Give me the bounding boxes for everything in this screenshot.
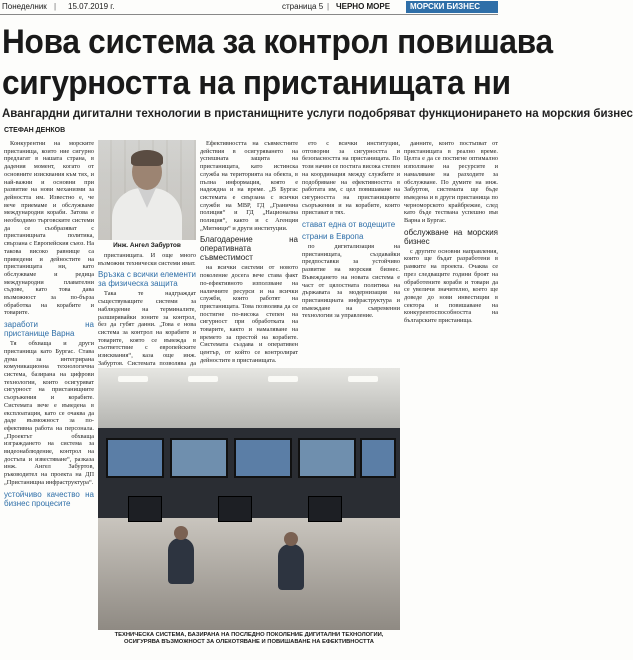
paragraph: Ефективността на съвместните действия в осигуряването на успешната защита на пристанищата, като истинска служба на територията на обекта, в пълна информация, която е надеждна и на време. „В Бургас системата е свързана с всички служби на МВР, ГД „Гранична полиция“ и ГД „Национална полиция“, както и с Агенция „Митници“ и други институции. — [200, 140, 298, 232]
separator: | — [54, 2, 57, 11]
paragraph: Конкурентни на морските пристанища, които ние сигурно предлагат в нашата страна, в дадения момент, когато от основните изисквания към тях, и най-важни и основни при развитие на нови механизми за дейността им. Известно е, че вече приемаме и обслужваме международни кораби. Затова е необходимо търговските системи да се съобразяват с пристанищната политика, свързана с Европейския съюз. На такова високо равнище са приведени и дейностите на пристанищата ни, като обслужваме и редица международни плавателни съдове, като това дава възможност за по-бърза обработка на корабите и товарите. — [4, 140, 94, 317]
paragraph: с другите основни направления, които ще бъдат разработени в рамките на проекта. Очаква се през следващите години броят на обработените кораби и товари да се увеличи значително, което ще доведе до нови инвестиции в сектора и повишаване на конкурентоспособността на българските пристанища. — [404, 247, 498, 325]
subheading: Благодарение на оперативната съвместимост — [200, 235, 298, 263]
newspaper-name: ЧЕРНО МОРЕ — [336, 2, 391, 11]
article-column-1 — [4, 140, 94, 656]
paragraph: Така те надграждат съществуващите системи за наблюдение на терминалите, разширявайки зоните за контрол, без да губят данни. „Това е нова система за контрол на корабите и товарите, която се въвежда в съответствие с европейските изисквания“, каза още инж. Забуртов. Системата позволява да — [98, 290, 196, 367]
subheading: стават една от водещите — [302, 220, 396, 230]
paragraph: на всички системи от новото поколение досега вече става факт по-ефективното използване на наличните ресурси и на всички служби, които работят на пристанищата. Това позволява да се постигне по-висока степен на сигурност при обработката на товарите, както и намаляване на времето за престой на корабите. Системата създава и оперативен център, от който се контролират дейностите в пристанищата. — [200, 264, 298, 364]
issue-day: Понеделник — [2, 2, 47, 11]
section-rubric: МОРСКИ БИЗНЕС — [406, 1, 498, 13]
headline-line-1: Нова система за контрол повишава — [2, 23, 553, 61]
page-header — [0, 0, 498, 15]
article-byline: СТЕФАН ДЕНКОВ — [4, 127, 66, 134]
paragraph: по дигитализация на пристанищата, създавайки предпоставки за устойчиво развитие на морския бизнес. Въвеждането на новата система е част от цялостната политика на държавата за модернизация на пристанищната инфраструктура и въвеждане на съвременни технологии за управление. — [302, 243, 400, 320]
article-column-5 — [404, 140, 498, 656]
headline-line-2: сигурността на пристанищата ни — [2, 64, 511, 102]
paragraph: пристанищата. И още много възможни технически системи имат. — [98, 252, 196, 267]
separator: | — [327, 2, 330, 11]
control-room-caption: ТЕХНИЧЕСКА СИСТЕМА, БАЗИРАНА НА ПОСЛЕДНО ПОКОЛЕНИЕ ДИГИТАЛНИ ТЕХНОЛОГИИ, ОСИГУРЯВА ВЪЗМОЖНОСТ ЗА ОЛЕКОТЯВАНЕ И ПОВИШАВАНЕ НА ЕФЕКТИВНОСТТА — [114, 632, 384, 645]
article-column-3 — [200, 140, 298, 366]
page-number: страница 5 — [282, 2, 324, 11]
portrait-photo — [98, 140, 196, 240]
control-room-photo — [98, 368, 400, 630]
article-subhead: Авангардни дигитални технологии в пристанищните услуги подобряват функционирането на морския бизнес — [2, 108, 633, 120]
paragraph: Тя обхваща и други пристанища като Бургас. Става дума за интегрирана комуникационна технологична система, базирана на цифрови технологии, които осигуряват сигурност на пристанищните съоръжения и корабите. Системата вече е въведена в експлоатация, като се очаква да даде възможност за по-ефективна работа на персонала. „Проектът обхваща изграждането на система за видеонаблюдение, контрол на достъпа и известяване“, разказа инж. Ангел Забуртов, ръководител на проекта на ДП „Пристанищна инфраструктура“. — [4, 340, 94, 486]
issue-date: 15.07.2019 г. — [68, 2, 115, 11]
portrait-caption: Инж. Ангел Забуртов — [113, 242, 181, 249]
subheading: Връзка с всички елементи за физическа защита — [98, 270, 196, 289]
paragraph: ето с всички институции, отговорни за сигурността и безопасността на пристанищата. По този начин се постига висока степен на координация между службите и подобряване на ефективността в работата им, с цел повишаване на сигурността на пристанищните съоръжения и на корабите, които пристават в тях. — [302, 140, 400, 217]
subheading: устойчиво качество на бизнес процесите — [4, 489, 94, 508]
article-column-4 — [302, 140, 400, 366]
subheading: обслужване на морския бизнес — [404, 227, 498, 246]
subheading: страни в Европа — [302, 232, 364, 242]
paragraph: данните, които постъпват от пристанищата в реално време. Целта е да се постигне оптимално използване на ресурсите и намаляване на разходите за обслужване. По думите на инж. Забуртов, системата ще бъде въведена и в други пристанища по черноморското крайбрежие, след като бъде тествана успешно във Варна и Бургас. — [404, 140, 498, 225]
article-headline — [2, 22, 553, 104]
article-column-2 — [98, 252, 196, 366]
subheading: заработи на пристанище Варна — [4, 320, 94, 339]
